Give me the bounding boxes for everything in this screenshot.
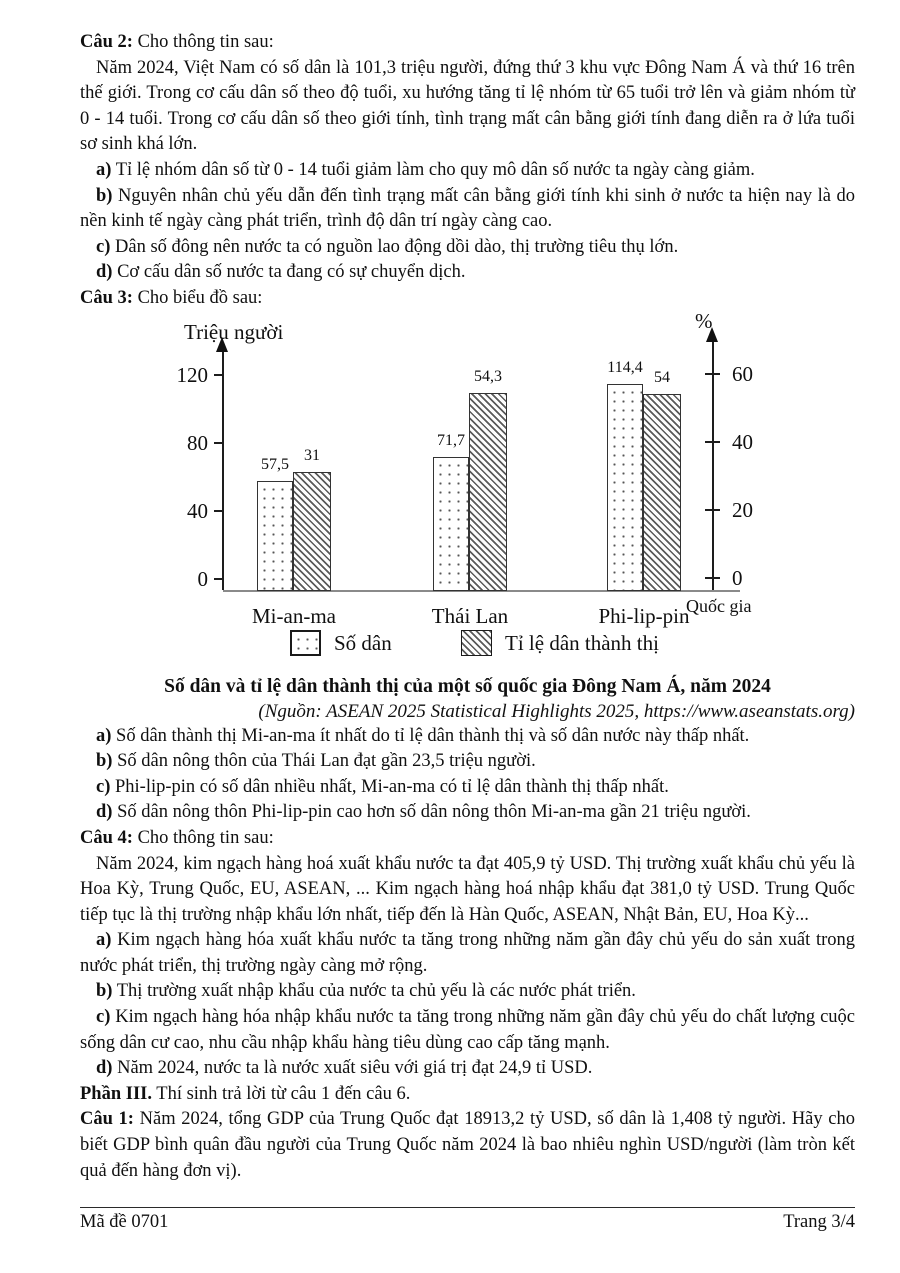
question-4-intro: Cho thông tin sau: (137, 827, 274, 848)
y-axis-right (712, 342, 714, 590)
y-axis-right-title: % (695, 308, 713, 333)
option-text: Cơ cấu dân số nước ta đang có sự chuyển dịch. (117, 262, 466, 283)
bar-population-2 (607, 384, 643, 590)
y-axis-left-tick-label: 40 (187, 498, 208, 523)
y-axis-right-tick (705, 373, 720, 375)
y-axis-right-tick (705, 577, 720, 579)
question-3-option-b (80, 749, 855, 775)
question-4-heading (80, 826, 855, 852)
legend-item-urban-rate (461, 630, 659, 656)
y-axis-left-title: Triệu người (184, 319, 284, 344)
option-text: Thị trường xuất nhập khẩu của nước ta chủ yếu là các nước phát triển. (116, 981, 636, 1002)
option-text: Dân số đông nên nước ta có nguồn lao động dồi dào, thị trường tiêu thụ lớn. (115, 236, 679, 257)
bar-urban-rate-0 (293, 472, 331, 590)
option-label: a) (96, 159, 112, 180)
option-label: b) (96, 981, 113, 1002)
bar-urban-rate-value-1: 54,3 (474, 367, 502, 385)
page-number: Trang 3/4 (783, 1212, 855, 1232)
y-axis-left-tick-label: 120 (176, 362, 208, 387)
legend-item-population (290, 630, 392, 656)
option-label: d) (96, 802, 113, 823)
option-label: d) (96, 262, 113, 283)
part-3-heading (80, 1082, 855, 1108)
option-text: Số dân nông thôn Phi-lip-pin cao hơn số dân nông thôn Mi-an-ma gần 21 triệu người. (117, 802, 751, 823)
y-axis-right-tick (705, 441, 720, 443)
option-label: c) (96, 776, 111, 797)
y-axis-left-tick-label: 0 (197, 566, 208, 591)
chart-title: Số dân và tỉ lệ dân thành thị của một số quốc gia Đông Nam Á, năm 2024 (164, 675, 771, 697)
bar-chart (80, 308, 855, 724)
bar-population-value-0: 57,5 (261, 455, 289, 473)
option-text: Phi-lip-pin có số dân nhiều nhất, Mi-an-ma có tỉ lệ dân thành thị thấp nhất. (115, 776, 669, 797)
option-label: b) (96, 185, 113, 206)
question-2-option-b (80, 184, 855, 235)
question-4-option-b (80, 979, 855, 1005)
y-axis-right-tick-label: 40 (732, 429, 753, 454)
bar-population-0 (257, 481, 293, 591)
question-2-option-a (80, 158, 855, 184)
y-axis-left-tick (214, 510, 223, 512)
question-1-text: Năm 2024, tổng GDP của Trung Quốc đạt 18913,2 tỷ USD, số dân là 1,408 tỷ người. Hãy cho biết GDP bình quân đầu người của Trung Quốc năm 2024 là bao nhiêu nghìn USD/người (làm tròn kết quả đến hàng đơn vị). (80, 1109, 856, 1181)
question-4-label: Câu 4: (80, 827, 133, 848)
question-3-option-c (80, 775, 855, 801)
question-4-option-c (80, 1005, 855, 1056)
exam-code: Mã đề 0701 (80, 1212, 169, 1232)
chart-plot (158, 308, 803, 666)
category-label-1: Thái Lan (431, 603, 509, 628)
legend-swatch-hatch (461, 630, 492, 656)
bar-urban-rate-value-0: 31 (304, 447, 320, 465)
question-3-option-d (80, 800, 855, 826)
question-2-label: Câu 2: (80, 32, 133, 52)
bar-urban-rate-value-2: 54 (654, 368, 670, 386)
question-3-option-a (80, 724, 855, 750)
legend-swatch-dots (290, 630, 321, 656)
bar-population-value-2: 114,4 (607, 359, 643, 377)
option-text: Năm 2024, nước ta là nước xuất siêu với giá trị đạt 24,9 tỉ USD. (117, 1058, 593, 1079)
option-text: Số dân thành thị Mi-an-ma ít nhất do tỉ lệ dân thành thị và số dân nước này thấp nhất. (116, 725, 750, 746)
legend-label-urban-rate: Tỉ lệ dân thành thị (505, 630, 659, 655)
option-text: Nguyên nhân chủ yếu dẫn đến tình trạng mất cân bằng giới tính khi sinh ở nước ta hiện nay là do nền kinh tế ngày càng phát triển, trình độ dân trí ngày càng cao. (80, 185, 855, 232)
question-4-option-a (80, 928, 855, 979)
bar-population-1 (433, 457, 469, 591)
question-2-paragraph: Năm 2024, Việt Nam có số dân là 101,3 triệu người, đứng thứ 3 khu vực Đông Nam Á và thứ 16 trên thế giới. Trong cơ cấu dân số theo độ tuổi, xu hướng tăng tỉ lệ nhóm từ 65 tuổi trở lên và giảm nhóm từ 0 - 14 tuổi. Trong cơ cấu dân số theo giới tính, tình trạng mất cân bằng giới tính đang diễn ra ở lứa tuổi sơ sinh khá lớn. (80, 57, 855, 155)
option-text: Kim ngạch hàng hóa nhập khẩu nước ta tăng trong những năm gần đây chủ yếu do chất lượng cuộc sống dân cư cao, nhu cầu nhập khẩu hàng tiêu dùng cao cấp tăng mạnh. (80, 1007, 855, 1053)
option-text: Tỉ lệ nhóm dân số từ 0 - 14 tuổi giảm làm cho quy mô dân số nước ta ngày càng giảm. (115, 159, 755, 180)
question-3-intro: Cho biểu đồ sau: (137, 287, 263, 308)
option-label: c) (96, 1007, 111, 1028)
question-2-heading (80, 30, 855, 56)
category-label-0: Mi-an-ma (252, 603, 336, 628)
option-label: c) (96, 236, 111, 257)
option-text: Kim ngạch hàng hóa xuất khẩu nước ta tăng trong những năm gần đây chủ yếu do sản xuất trong nước phát triển, thị trường ngày càng mở rộng. (80, 930, 856, 976)
question-2-option-d (80, 260, 855, 286)
option-label: a) (96, 930, 112, 951)
x-axis-title: Quốc gia (686, 595, 752, 616)
legend-label-population: Số dân (334, 630, 392, 655)
option-label: d) (96, 1058, 113, 1079)
question-3-label: Câu 3: (80, 287, 133, 308)
y-axis-right-tick (705, 509, 720, 511)
question-2-intro: Cho thông tin sau: (137, 32, 274, 52)
question-4-option-d (80, 1056, 855, 1082)
y-axis-right-tick-label: 60 (732, 361, 753, 386)
option-label: b) (96, 751, 113, 772)
bar-urban-rate-2 (643, 394, 681, 591)
option-label: a) (96, 725, 112, 746)
y-axis-left (222, 352, 224, 590)
chart-source: (Nguồn: ASEAN 2025 Statistical Highlights 2025, https://www.aseanstats.org) (258, 700, 855, 722)
y-axis-left-tick (214, 442, 223, 444)
part-3-text: Thí sinh trả lời từ câu 1 đến câu 6. (156, 1083, 411, 1104)
category-label-2: Phi-lip-pin (598, 603, 690, 628)
y-axis-right-tick-label: 0 (732, 565, 743, 590)
question-1-paragraph (80, 1107, 855, 1184)
bar-population-value-1: 71,7 (437, 431, 465, 449)
page-footer (80, 1207, 855, 1233)
part-3-label: Phần III. (80, 1083, 152, 1104)
bar-urban-rate-1 (469, 393, 507, 591)
y-axis-left-tick (214, 374, 223, 376)
y-axis-right-tick-label: 20 (732, 497, 753, 522)
question-4-paragraph: Năm 2024, kim ngạch hàng hoá xuất khẩu nước ta đạt 405,9 tỷ USD. Thị trường xuất khẩu chủ yếu là Hoa Kỳ, Trung Quốc, EU, ASEAN, ... Kim ngạch hàng hoá nhập khẩu đạt 381,0 tỷ USD. Trung Quốc tiếp tục là thị trường nhập khẩu lớn nhất, tiếp đến là Hàn Quốc, ASEAN, Nhật Bản, EU, Hoa Kỳ... (80, 853, 855, 925)
question-1-label: Câu 1: (80, 1109, 134, 1130)
question-2-option-c (80, 235, 855, 261)
option-text: Số dân nông thôn của Thái Lan đạt gần 23,5 triệu người. (117, 751, 536, 772)
y-axis-left-tick-label: 80 (187, 430, 208, 455)
y-axis-left-tick (214, 578, 223, 580)
question-3-heading (80, 286, 855, 312)
